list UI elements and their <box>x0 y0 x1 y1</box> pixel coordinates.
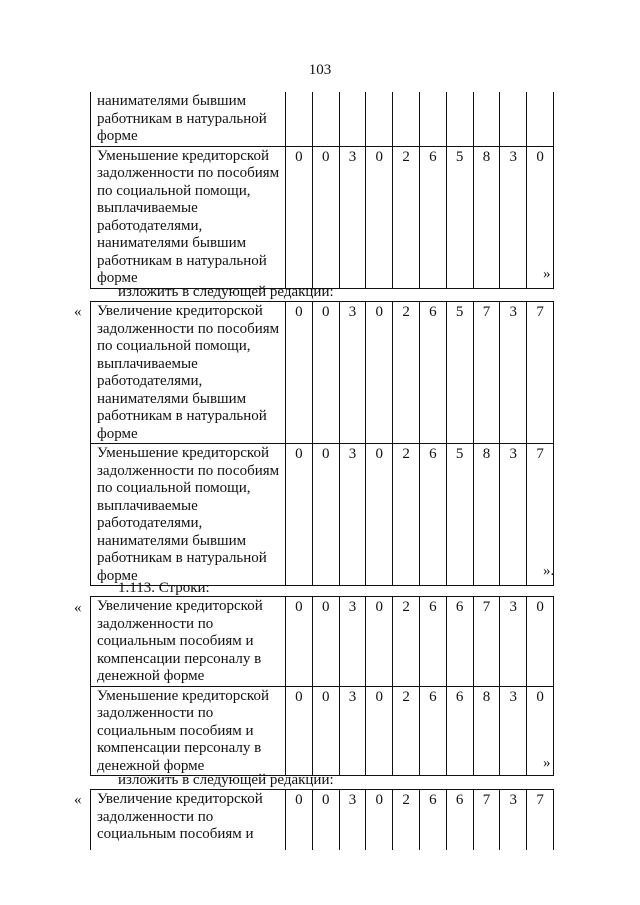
digit-cell: 6 <box>419 302 446 444</box>
digit-cell: 6 <box>419 686 446 776</box>
row-name: Увеличение кредиторской задолженности по социальным пособиям и <box>91 790 286 850</box>
digit-cell: 6 <box>419 444 446 586</box>
row-name: Уменьшение кредиторской задолженности по пособиям по социальной помощи, выплачиваемые работодателями, нанимателями бывшим работникам в натуральной форме <box>91 444 286 586</box>
digit-cell: 0 <box>366 146 393 288</box>
digit-cell: 7 <box>473 790 500 850</box>
digit-cell: 2 <box>393 444 420 586</box>
close-quote: ». <box>543 563 555 579</box>
close-quote: » <box>543 755 551 771</box>
digit-cell: 0 <box>366 444 393 586</box>
digit-cell: 0 <box>312 146 339 288</box>
digit-cell: 0 <box>312 790 339 850</box>
table-row <box>91 302 554 444</box>
digit-cell: 3 <box>500 302 527 444</box>
digit-cell: 0 <box>286 790 313 850</box>
digit-cell: 2 <box>393 790 420 850</box>
digit-cell: 0 <box>527 686 554 776</box>
digit-cell: 3 <box>339 444 366 586</box>
digit-cell: 3 <box>500 686 527 776</box>
digit-cell: 0 <box>286 146 313 288</box>
digit-cell: 2 <box>393 146 420 288</box>
digit-cell <box>419 92 446 146</box>
table-row <box>91 444 554 586</box>
digit-cell: 5 <box>446 146 473 288</box>
digit-cell <box>500 92 527 146</box>
digit-cell <box>446 92 473 146</box>
digit-cell: 6 <box>446 790 473 850</box>
instruction-text: изложить в следующей редакции: <box>118 284 334 300</box>
table-row <box>91 92 554 146</box>
open-quote: « <box>74 792 82 808</box>
row-name: нанимателями бывшим работникам в натуральной форме <box>91 92 286 146</box>
close-quote: » <box>543 266 551 282</box>
digit-cell: 3 <box>339 686 366 776</box>
digit-cell: 0 <box>312 444 339 586</box>
open-quote: « <box>74 600 82 616</box>
digit-cell: 0 <box>366 686 393 776</box>
table-row <box>91 597 554 687</box>
digit-cell: 3 <box>500 444 527 586</box>
digit-cell: 6 <box>446 597 473 687</box>
digit-cell <box>473 92 500 146</box>
digit-cell: 5 <box>446 302 473 444</box>
digit-cell: 7 <box>527 444 554 586</box>
digit-cell: 0 <box>366 597 393 687</box>
digit-cell: 2 <box>393 597 420 687</box>
row-name: Уменьшение кредиторской задолженности по социальным пособиям и компенсации персоналу в денежной форме <box>91 686 286 776</box>
digit-cell: 0 <box>312 597 339 687</box>
digit-cell: 0 <box>312 302 339 444</box>
digit-cell: 0 <box>286 597 313 687</box>
digit-cell: 0 <box>286 686 313 776</box>
digit-cell: 3 <box>500 597 527 687</box>
digit-cell: 6 <box>419 790 446 850</box>
digit-cell: 0 <box>527 146 554 288</box>
digit-cell: 7 <box>527 302 554 444</box>
digit-cell: 7 <box>473 597 500 687</box>
digit-cell: 2 <box>393 302 420 444</box>
row-name: Увеличение кредиторской задолженности по социальным пособиям и компенсации персоналу в денежной форме <box>91 597 286 687</box>
digit-cell: 6 <box>419 146 446 288</box>
digit-cell: 0 <box>286 444 313 586</box>
instruction-text: изложить в следующей редакции: <box>118 772 334 788</box>
digit-cell: 7 <box>473 302 500 444</box>
table-row <box>91 686 554 776</box>
digit-cell: 5 <box>446 444 473 586</box>
row-name: Уменьшение кредиторской задолженности по пособиям по социальной помощи, выплачиваемые работодателями, нанимателями бывшим работникам в натуральной форме <box>91 146 286 288</box>
digit-cell <box>527 92 554 146</box>
digit-cell: 3 <box>339 597 366 687</box>
digit-cell <box>312 92 339 146</box>
page-number: 103 <box>308 62 332 78</box>
table-old-rows-2 <box>90 596 554 776</box>
table-old-rows-1 <box>90 92 554 289</box>
digit-cell: 8 <box>473 146 500 288</box>
digit-cell <box>339 92 366 146</box>
digit-cell: 0 <box>366 790 393 850</box>
digit-cell: 3 <box>339 790 366 850</box>
digit-cell: 6 <box>419 597 446 687</box>
digit-cell: 0 <box>366 302 393 444</box>
digit-cell: 3 <box>339 146 366 288</box>
digit-cell: 8 <box>473 686 500 776</box>
digit-cell: 3 <box>339 302 366 444</box>
table-new-rows-2 <box>90 789 554 850</box>
open-quote: « <box>74 304 82 320</box>
section-heading: 1.113. Строки: <box>118 580 210 596</box>
digit-cell: 3 <box>500 790 527 850</box>
table-row <box>91 790 554 850</box>
digit-cell: 8 <box>473 444 500 586</box>
digit-cell: 0 <box>286 302 313 444</box>
digit-cell: 2 <box>393 686 420 776</box>
digit-cell: 6 <box>446 686 473 776</box>
row-name: Увеличение кредиторской задолженности по пособиям по социальной помощи, выплачиваемые работодателями, нанимателями бывшим работникам в натуральной форме <box>91 302 286 444</box>
digit-cell: 0 <box>312 686 339 776</box>
digit-cell: 3 <box>500 146 527 288</box>
digit-cell: 7 <box>527 790 554 850</box>
digit-cell <box>393 92 420 146</box>
digit-cell <box>286 92 313 146</box>
table-new-rows-1 <box>90 301 554 586</box>
digit-cell: 0 <box>527 597 554 687</box>
digit-cell <box>366 92 393 146</box>
table-row <box>91 146 554 288</box>
